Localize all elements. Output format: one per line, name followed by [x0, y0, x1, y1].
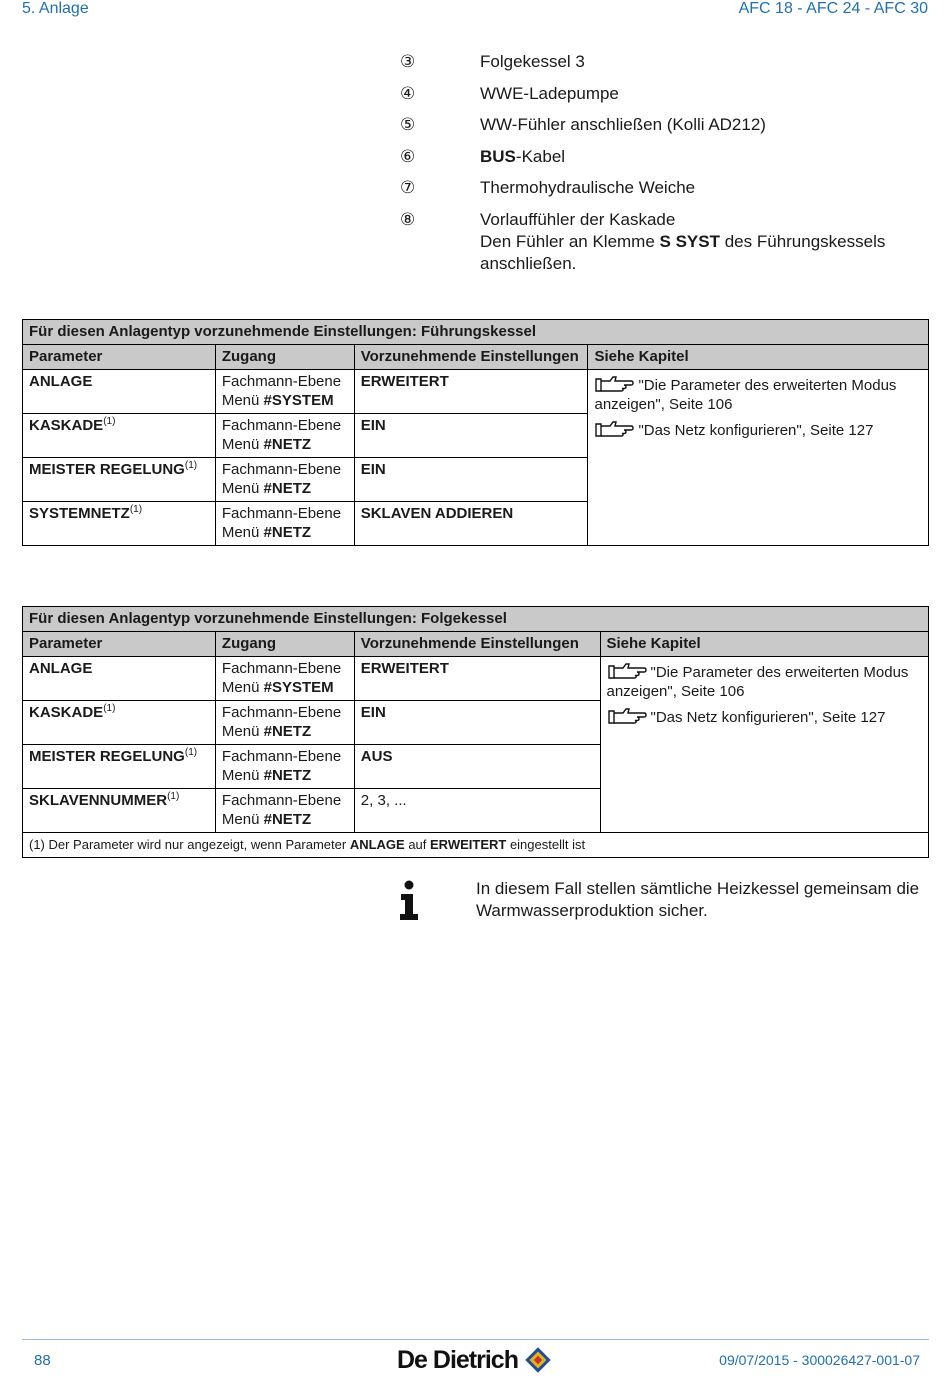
parameter-name: ANLAGE [29, 373, 93, 390]
parameter-cell [23, 789, 216, 833]
table-title: Für diesen Anlagentyp vorzunehmende Einstellungen: Folgekessel [23, 607, 929, 632]
footnote-marker: (1) [103, 703, 116, 714]
legend-text-part: -Kabel [515, 147, 566, 166]
legend-text-part: Folgekessel 3 [480, 52, 585, 71]
menu-name: #SYSTEM [263, 679, 334, 696]
footnote-marker: (1) [167, 791, 180, 802]
parameter-name: MEISTER REGELUNG [29, 748, 185, 765]
setting-value: EIN [360, 461, 386, 478]
parameter-name: MEISTER REGELUNG [29, 461, 185, 478]
access-cell [215, 701, 354, 745]
legend-text-part: des Führungskessels anschließen. [480, 232, 886, 273]
access-cell [215, 657, 354, 701]
legend-text-part: Vorlauffühler der Kaskade [480, 210, 676, 229]
column-header-einstellungen: Vorzunehmende Einstellungen [354, 345, 588, 370]
column-header-zugang: Zugang [215, 345, 354, 370]
pointing-hand-icon [607, 707, 647, 725]
column-header-parameter: Parameter [23, 345, 216, 370]
info-note: In diesem Fall stellen sämtliche Heizkessel gemeinsam die Warmwasserproduktion sicher. [476, 879, 920, 920]
parameter-cell [23, 745, 216, 789]
legend-number: ⑦ [400, 178, 416, 197]
chapter-reference-text: "Die Parameter des erweiterten Modus anzeigen", Seite 106 [606, 664, 909, 700]
page-number: 88 [34, 1352, 51, 1369]
parameter-cell [23, 502, 216, 546]
chapter-reference-cell [588, 370, 929, 546]
setting-value: ERWEITERT [360, 373, 449, 390]
setting-value: AUS [360, 748, 393, 765]
column-header-einstellungen: Vorzunehmende Einstellungen [354, 632, 600, 657]
document-reference: 09/07/2015 - 300026427-001-07 [719, 1352, 920, 1368]
legend-text [480, 209, 940, 275]
header-title: AFC 18 - AFC 24 - AFC 30 [738, 0, 928, 17]
chapter-reference-text: "Das Netz konfigurieren", Seite 127 [638, 422, 874, 439]
access-cell [215, 502, 354, 546]
header-section: 5. Anlage [22, 0, 89, 17]
menu-name: #NETZ [263, 436, 312, 453]
menu-name: #NETZ [263, 811, 312, 828]
legend-text-part: Thermohydraulische Weiche [480, 178, 696, 197]
setting-value-cell [354, 789, 600, 833]
legend-text-part: WW-Fühler anschließen (Kolli AD212) [480, 115, 766, 134]
footnote-marker: (1) [129, 504, 143, 515]
chapter-reference-text: "Das Netz konfigurieren", Seite 127 [650, 709, 886, 726]
menu-name: #NETZ [263, 524, 312, 541]
access-level: Fachmann-Ebene [221, 792, 342, 809]
legend-number: ⑧ [400, 210, 416, 229]
setting-value-cell [354, 458, 588, 502]
legend-text-part: Den Fühler an Klemme [480, 232, 660, 251]
access-cell [215, 745, 354, 789]
setting-value: SKLAVEN ADDIEREN [360, 505, 514, 522]
chapter-reference [607, 662, 923, 701]
setting-value: 2, 3, ... [360, 792, 407, 809]
logo-mark-icon [522, 1344, 554, 1376]
parameter-name: KASKADE [29, 704, 104, 721]
column-header-kapitel: Siehe Kapitel [600, 632, 929, 657]
access-level: Fachmann-Ebene [221, 461, 342, 478]
access-level: Fachmann-Ebene [221, 417, 342, 434]
menu-label: Menü [221, 723, 264, 740]
footnote-part: ERWEITERT [430, 837, 507, 852]
parameter-cell [23, 414, 216, 458]
access-level: Fachmann-Ebene [221, 373, 342, 390]
legend-text [480, 177, 940, 199]
menu-label: Menü [221, 679, 264, 696]
legend-text [480, 83, 940, 105]
logo-text: De Dietrich [397, 1345, 518, 1374]
footnote-part: eingestellt ist [506, 837, 586, 852]
footnote-marker: (1) [184, 460, 198, 471]
parameter-name: KASKADE [29, 417, 104, 434]
menu-name: #SYSTEM [263, 392, 334, 409]
column-header-zugang: Zugang [215, 632, 354, 657]
footnote-row [23, 833, 929, 858]
legend-text-part: BUS [480, 147, 516, 166]
legend-number: ③ [400, 52, 416, 71]
menu-name: #NETZ [263, 767, 312, 784]
legend-number: ④ [400, 84, 416, 103]
menu-name: #NETZ [263, 480, 312, 497]
column-header-kapitel: Siehe Kapitel [588, 345, 929, 370]
parameter-cell [23, 701, 216, 745]
parameter-name: ANLAGE [29, 660, 93, 677]
menu-name: #NETZ [263, 723, 312, 740]
chapter-reference-text: "Die Parameter des erweiterten Modus anzeigen", Seite 106 [594, 377, 897, 413]
footnote-part: auf [404, 837, 430, 852]
setting-value: EIN [360, 704, 386, 721]
legend-text-part: S SYST [659, 232, 720, 251]
setting-value: EIN [360, 417, 386, 434]
menu-label: Menü [221, 767, 264, 784]
access-level: Fachmann-Ebene [221, 704, 342, 721]
parameter-name: SKLAVENNUMMER [29, 792, 168, 809]
setting-value-cell [354, 701, 600, 745]
parameter-cell [23, 657, 216, 701]
footer-divider [22, 1339, 929, 1340]
setting-value-cell [354, 370, 588, 414]
table-title: Für diesen Anlagentyp vorzunehmende Einstellungen: Führungskessel [23, 320, 929, 345]
chapter-reference [594, 420, 922, 440]
column-header-parameter: Parameter [23, 632, 216, 657]
parameter-name: SYSTEMNETZ [29, 505, 130, 522]
legend-text [480, 51, 940, 73]
setting-value: ERWEITERT [360, 660, 449, 677]
menu-label: Menü [221, 811, 264, 828]
setting-value-cell [354, 502, 588, 546]
footnote [23, 833, 929, 858]
info-icon [398, 880, 420, 920]
access-level: Fachmann-Ebene [221, 660, 342, 677]
brand-logo [397, 1342, 554, 1378]
access-cell [215, 370, 354, 414]
footnote-part: ANLAGE [349, 837, 405, 852]
footnote-marker: (1) [103, 416, 116, 427]
table-row [23, 370, 929, 414]
access-level: Fachmann-Ebene [221, 505, 342, 522]
parameter-cell [23, 370, 216, 414]
settings-table-slave [22, 606, 929, 858]
chapter-reference [594, 375, 922, 414]
pointing-hand-icon [594, 420, 634, 438]
access-cell [215, 414, 354, 458]
legend-number: ⑤ [400, 115, 416, 134]
setting-value-cell [354, 657, 600, 701]
legend-number: ⑥ [400, 147, 416, 166]
legend-text [480, 114, 940, 136]
footnote-marker: (1) [184, 747, 198, 758]
access-level: Fachmann-Ebene [221, 748, 342, 765]
menu-label: Menü [221, 436, 264, 453]
footnote-part: (1) Der Parameter wird nur angezeigt, wenn Parameter [29, 837, 350, 852]
setting-value-cell [354, 414, 588, 458]
access-cell [215, 458, 354, 502]
menu-label: Menü [221, 480, 264, 497]
legend-text [480, 146, 940, 168]
chapter-reference-cell [600, 657, 929, 833]
table-row [23, 657, 929, 701]
setting-value-cell [354, 745, 600, 789]
menu-label: Menü [221, 524, 264, 541]
legend-text-part: WWE-Ladepumpe [480, 84, 619, 103]
access-cell [215, 789, 354, 833]
pointing-hand-icon [607, 662, 647, 680]
chapter-reference [607, 707, 923, 727]
parameter-cell [23, 458, 216, 502]
menu-label: Menü [221, 392, 264, 409]
pointing-hand-icon [594, 375, 634, 393]
settings-table-master [22, 319, 929, 546]
